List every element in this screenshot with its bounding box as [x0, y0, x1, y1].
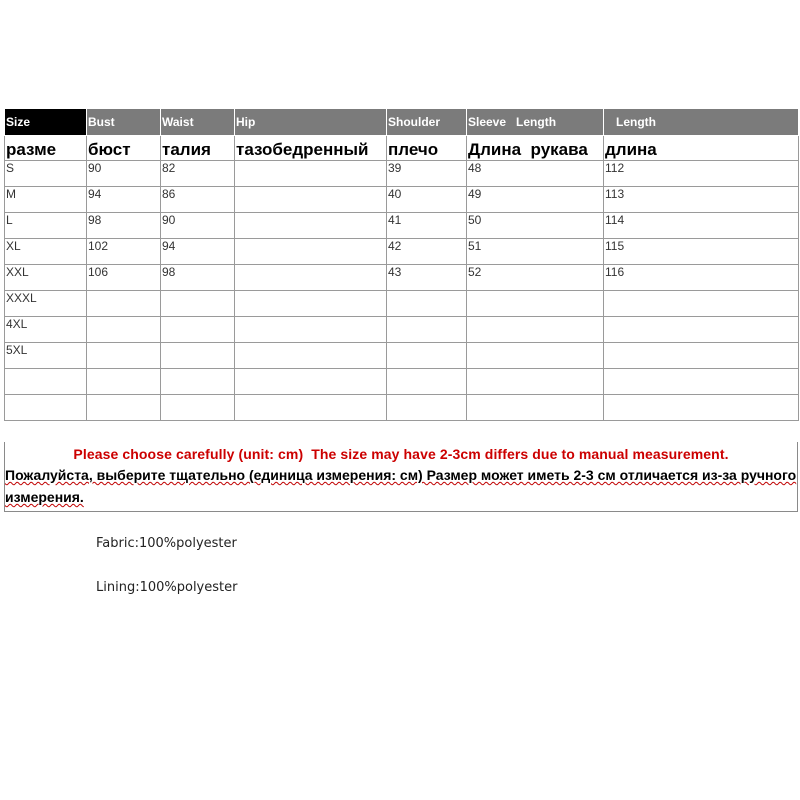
cell-bust: 106: [87, 265, 161, 291]
header-bust: Bust: [87, 109, 161, 136]
table-row: [5, 239, 799, 265]
header-hip: Hip: [235, 109, 387, 136]
table-row: [5, 161, 799, 187]
cell-waist: [161, 317, 235, 343]
cell-bust: 94: [87, 187, 161, 213]
cell-waist: 94: [161, 239, 235, 265]
cell-waist: [161, 369, 235, 395]
table-row: [5, 265, 799, 291]
cell-sleeve-length: 52: [467, 265, 604, 291]
table-row: [5, 213, 799, 239]
cell-length: [604, 317, 799, 343]
cell-size: 4XL: [5, 317, 87, 343]
cell-bust: 98: [87, 213, 161, 239]
cell-size: [5, 395, 87, 421]
cell-length: 113: [604, 187, 799, 213]
cell-size: XXL: [5, 265, 87, 291]
cell-waist: 98: [161, 265, 235, 291]
cell-size: 5XL: [5, 343, 87, 369]
cell-length: 112: [604, 161, 799, 187]
cell-hip: [235, 291, 387, 317]
cell-waist: [161, 343, 235, 369]
cell-hip: [235, 343, 387, 369]
cell-waist: 82: [161, 161, 235, 187]
cell-sleeve-length: [467, 369, 604, 395]
cell-length: 115: [604, 239, 799, 265]
header-ru-waist: талия: [161, 136, 235, 161]
cell-shoulder: [387, 291, 467, 317]
cell-length: 114: [604, 213, 799, 239]
cell-bust: 90: [87, 161, 161, 187]
cell-sleeve-length: [467, 343, 604, 369]
cell-length: [604, 395, 799, 421]
cell-sleeve-length: 51: [467, 239, 604, 265]
cell-sleeve-length: 50: [467, 213, 604, 239]
cell-hip: [235, 265, 387, 291]
cell-size: M: [5, 187, 87, 213]
cell-sleeve-length: 48: [467, 161, 604, 187]
cell-length: [604, 291, 799, 317]
cell-sleeve-length: [467, 317, 604, 343]
cell-shoulder: 42: [387, 239, 467, 265]
cell-hip: [235, 239, 387, 265]
cell-shoulder: [387, 343, 467, 369]
header-sleeve-length: Sleeve Length: [467, 109, 604, 136]
cell-length: 116: [604, 265, 799, 291]
header-row-russian: [5, 136, 799, 161]
table-row: [5, 317, 799, 343]
cell-shoulder: 41: [387, 213, 467, 239]
header-ru-length: длина: [604, 136, 799, 161]
cell-shoulder: [387, 369, 467, 395]
cell-size: XXXL: [5, 291, 87, 317]
cell-sleeve-length: [467, 395, 604, 421]
table-row: [5, 369, 799, 395]
cell-shoulder: [387, 317, 467, 343]
cell-bust: [87, 317, 161, 343]
cell-size: XL: [5, 239, 87, 265]
cell-length: [604, 369, 799, 395]
cell-bust: [87, 369, 161, 395]
header-ru-size: разме: [5, 136, 87, 161]
cell-bust: [87, 343, 161, 369]
cell-shoulder: 39: [387, 161, 467, 187]
table-row: [5, 395, 799, 421]
header-ru-sleeve-length: Длина рукава: [467, 136, 604, 161]
cell-sleeve-length: 49: [467, 187, 604, 213]
measurement-warning-english: Please choose carefully (unit: cm) The size may have 2-3cm differs due to manual measurement.: [73, 446, 729, 462]
header-ru-hip: тазобедренный: [235, 136, 387, 161]
cell-hip: [235, 161, 387, 187]
notes-box: [4, 442, 798, 512]
header-size: Size: [5, 109, 87, 136]
cell-hip: [235, 317, 387, 343]
header-shoulder: Shoulder: [387, 109, 467, 136]
measurement-warning-russian-text: Пожалуйста, выберите тщательно (единица измерения: см) Размер может иметь 2-3 см отличается из-за ручного измерения.: [5, 467, 797, 505]
cell-bust: [87, 395, 161, 421]
cell-bust: 102: [87, 239, 161, 265]
cell-hip: [235, 213, 387, 239]
cell-length: [604, 343, 799, 369]
measurement-warning-russian: [5, 464, 797, 508]
header-length: Length: [604, 109, 799, 136]
cell-shoulder: 43: [387, 265, 467, 291]
cell-bust: [87, 291, 161, 317]
cell-sleeve-length: [467, 291, 604, 317]
cell-waist: [161, 291, 235, 317]
cell-waist: 90: [161, 213, 235, 239]
cell-waist: [161, 395, 235, 421]
cell-shoulder: 40: [387, 187, 467, 213]
cell-size: [5, 369, 87, 395]
cell-size: S: [5, 161, 87, 187]
cell-hip: [235, 187, 387, 213]
lining-composition: Lining:100%polyester: [96, 580, 238, 595]
header-waist: Waist: [161, 109, 235, 136]
table-row: [5, 187, 799, 213]
cell-hip: [235, 395, 387, 421]
cell-shoulder: [387, 395, 467, 421]
size-chart-table: [4, 108, 799, 421]
cell-hip: [235, 369, 387, 395]
fabric-composition: Fabric:100%polyester: [96, 536, 237, 551]
cell-waist: 86: [161, 187, 235, 213]
cell-size: L: [5, 213, 87, 239]
header-row-english: [5, 109, 799, 136]
header-ru-bust: бюст: [87, 136, 161, 161]
table-row: [5, 291, 799, 317]
table-row: [5, 343, 799, 369]
header-ru-shoulder: плечо: [387, 136, 467, 161]
